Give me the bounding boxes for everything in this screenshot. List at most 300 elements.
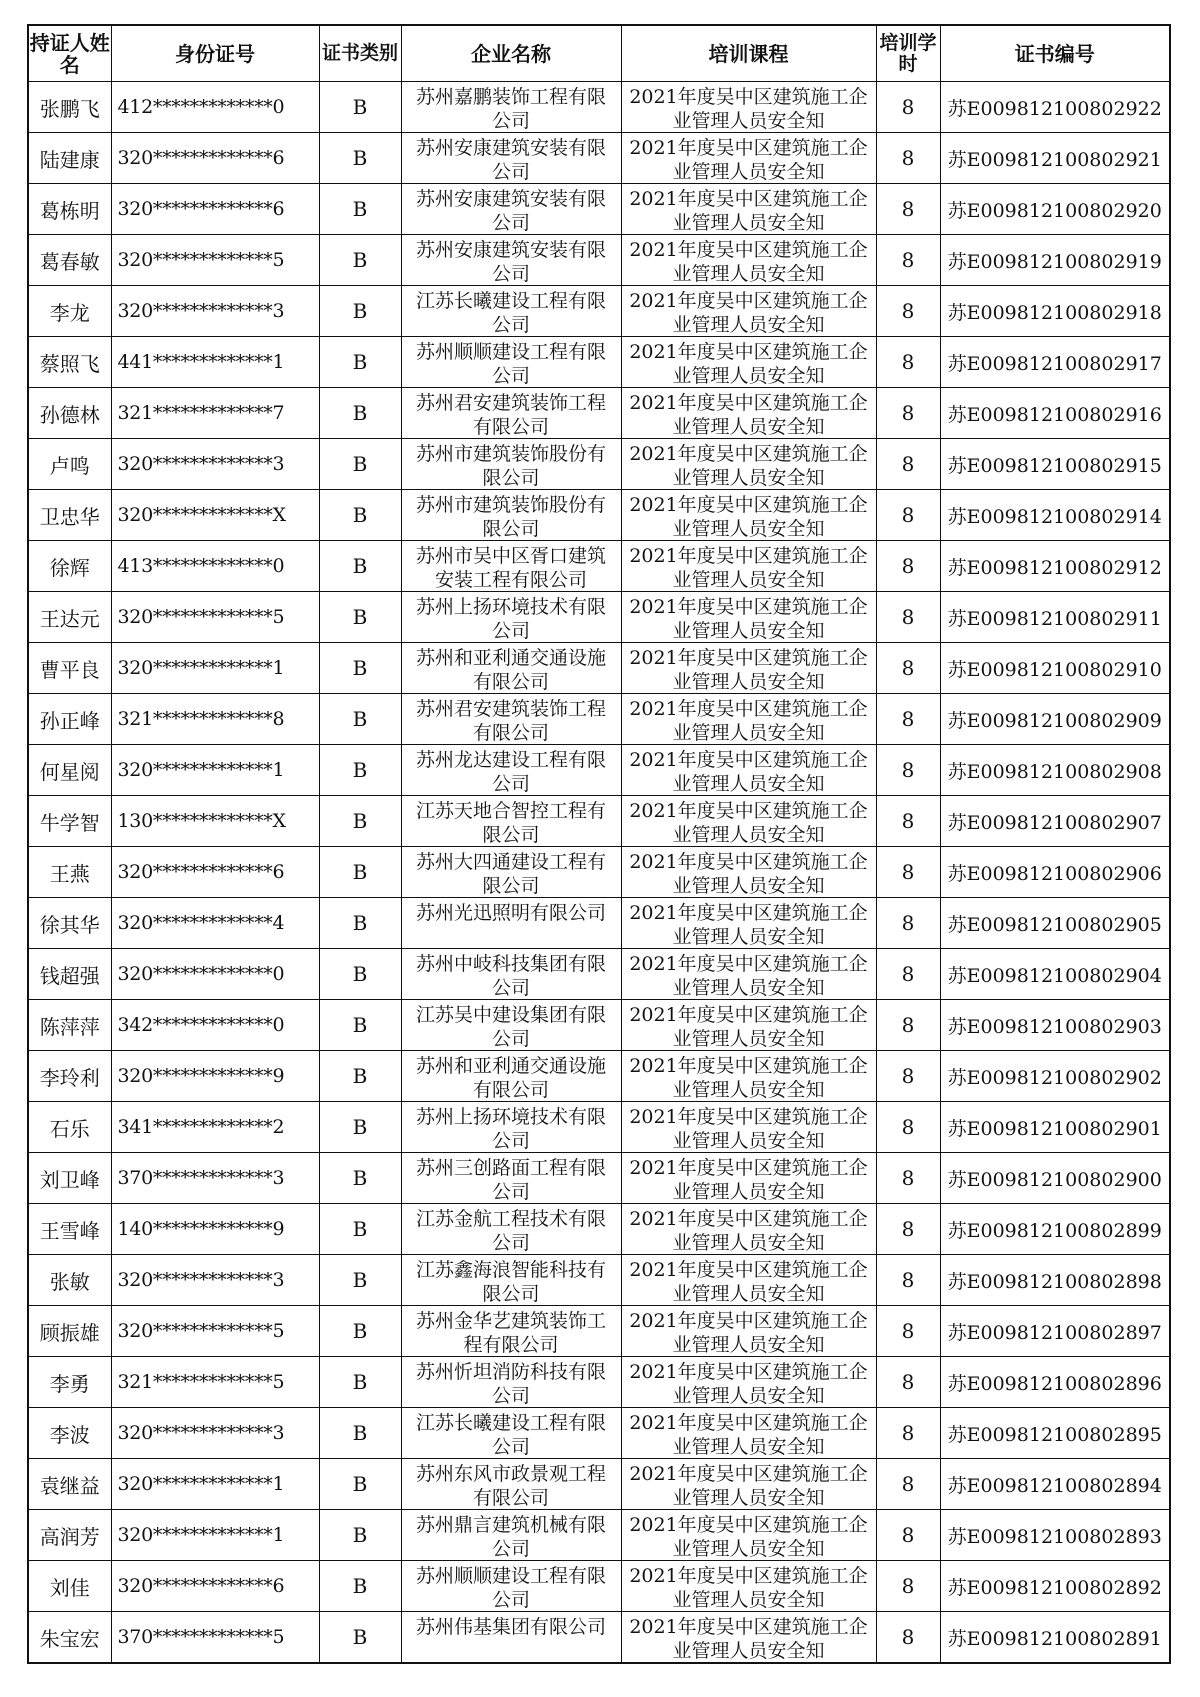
company-cell <box>401 643 621 694</box>
company-name-text: 江苏吴中建设集团有限公司 <box>415 1003 606 1049</box>
company-name-text: 苏州顺顺建设工程有限公司 <box>415 340 606 386</box>
table-row <box>28 1255 1170 1306</box>
course-name-text: 2021年度吴中区建筑施工企业管理人员安全知 <box>629 1513 868 1559</box>
course-cell <box>621 133 876 184</box>
course-name-text: 2021年度吴中区建筑施工企业管理人员安全知 <box>629 1615 868 1661</box>
course-cell <box>621 1102 876 1153</box>
id-number-cell: 370*************5 <box>111 1612 319 1664</box>
holder-name-cell: 孙德林 <box>28 388 111 439</box>
cert-type-cell: B <box>319 184 401 235</box>
table-row <box>28 1051 1170 1102</box>
id-number-cell: 320*************X <box>111 490 319 541</box>
table-row <box>28 337 1170 388</box>
hours-cell: 8 <box>876 694 940 745</box>
hours-cell: 8 <box>876 82 940 133</box>
table-row <box>28 694 1170 745</box>
course-cell <box>621 1255 876 1306</box>
table-row <box>28 1357 1170 1408</box>
table-row <box>28 1306 1170 1357</box>
id-number-cell: 320*************1 <box>111 1510 319 1561</box>
holder-name-cell: 陈萍萍 <box>28 1000 111 1051</box>
hours-cell: 8 <box>876 1561 940 1612</box>
cert-number-cell: 苏E009812100802903 <box>940 1000 1170 1051</box>
hours-cell: 8 <box>876 1051 940 1102</box>
course-name-text: 2021年度吴中区建筑施工企业管理人员安全知 <box>629 901 868 947</box>
id-number-cell: 321*************8 <box>111 694 319 745</box>
company-name-text: 江苏天地合智控工程有限公司 <box>415 799 606 845</box>
cert-type-cell: B <box>319 694 401 745</box>
company-cell <box>401 388 621 439</box>
course-name-text: 2021年度吴中区建筑施工企业管理人员安全知 <box>629 1564 868 1610</box>
course-cell <box>621 184 876 235</box>
cert-number-cell: 苏E009812100802892 <box>940 1561 1170 1612</box>
course-name-text: 2021年度吴中区建筑施工企业管理人员安全知 <box>629 1054 868 1100</box>
id-number-cell: 341*************2 <box>111 1102 319 1153</box>
company-cell <box>401 1510 621 1561</box>
course-name-text: 2021年度吴中区建筑施工企业管理人员安全知 <box>629 1003 868 1049</box>
cert-type-cell: B <box>319 541 401 592</box>
hours-cell: 8 <box>876 235 940 286</box>
table-row <box>28 184 1170 235</box>
course-cell <box>621 286 876 337</box>
course-name-text: 2021年度吴中区建筑施工企业管理人员安全知 <box>629 1258 868 1304</box>
id-number-cell: 321*************7 <box>111 388 319 439</box>
table-row <box>28 1561 1170 1612</box>
cert-number-cell: 苏E009812100802908 <box>940 745 1170 796</box>
course-name-text: 2021年度吴中区建筑施工企业管理人员安全知 <box>629 442 868 488</box>
table-row <box>28 745 1170 796</box>
hours-cell: 8 <box>876 643 940 694</box>
header-training-hours: 培训学时 <box>876 25 940 82</box>
cert-type-cell: B <box>319 745 401 796</box>
company-name-text: 苏州安康建筑安装有限公司 <box>415 136 606 182</box>
holder-name-cell: 朱宝宏 <box>28 1612 111 1664</box>
course-cell <box>621 388 876 439</box>
cert-number-cell: 苏E009812100802911 <box>940 592 1170 643</box>
cert-type-cell: B <box>319 1357 401 1408</box>
hours-cell: 8 <box>876 286 940 337</box>
course-cell <box>621 1306 876 1357</box>
company-name-text: 苏州顺顺建设工程有限公司 <box>415 1564 606 1610</box>
cert-number-cell: 苏E009812100802915 <box>940 439 1170 490</box>
holder-name-cell: 葛栋明 <box>28 184 111 235</box>
company-name-text: 苏州君安建筑装饰工程有限公司 <box>415 391 606 437</box>
table-row <box>28 1102 1170 1153</box>
cert-number-cell: 苏E009812100802902 <box>940 1051 1170 1102</box>
cert-number-cell: 苏E009812100802901 <box>940 1102 1170 1153</box>
hours-cell: 8 <box>876 847 940 898</box>
holder-name-cell: 卫忠华 <box>28 490 111 541</box>
course-name-text: 2021年度吴中区建筑施工企业管理人员安全知 <box>629 340 868 386</box>
company-name-text: 苏州龙达建设工程有限公司 <box>415 748 606 794</box>
course-cell <box>621 1561 876 1612</box>
company-cell <box>401 1000 621 1051</box>
cert-type-cell: B <box>319 490 401 541</box>
holder-name-cell: 孙正峰 <box>28 694 111 745</box>
hours-cell: 8 <box>876 1306 940 1357</box>
cert-type-cell: B <box>319 847 401 898</box>
company-name-text: 苏州金华艺建筑装饰工程有限公司 <box>415 1309 606 1355</box>
hours-cell: 8 <box>876 337 940 388</box>
course-name-text: 2021年度吴中区建筑施工企业管理人员安全知 <box>629 289 868 335</box>
company-cell <box>401 592 621 643</box>
id-number-cell: 370*************3 <box>111 1153 319 1204</box>
cert-number-cell: 苏E009812100802891 <box>940 1612 1170 1664</box>
hours-cell: 8 <box>876 1510 940 1561</box>
hours-cell: 8 <box>876 1255 940 1306</box>
company-cell <box>401 898 621 949</box>
course-cell <box>621 82 876 133</box>
cert-type-cell: B <box>319 1612 401 1664</box>
hours-cell: 8 <box>876 1000 940 1051</box>
id-number-cell: 413*************0 <box>111 541 319 592</box>
company-cell <box>401 1306 621 1357</box>
company-name-text: 苏州和亚利通交通设施有限公司 <box>415 646 606 692</box>
holder-name-cell: 王燕 <box>28 847 111 898</box>
table-row <box>28 1612 1170 1664</box>
holder-name-cell: 张敏 <box>28 1255 111 1306</box>
id-number-cell: 140*************9 <box>111 1204 319 1255</box>
course-cell <box>621 694 876 745</box>
course-cell <box>621 1510 876 1561</box>
cert-type-cell: B <box>319 1459 401 1510</box>
id-number-cell: 320*************6 <box>111 1561 319 1612</box>
course-name-text: 2021年度吴中区建筑施工企业管理人员安全知 <box>629 493 868 539</box>
cert-number-cell: 苏E009812100802895 <box>940 1408 1170 1459</box>
id-number-cell: 320*************0 <box>111 949 319 1000</box>
cert-type-cell: B <box>319 898 401 949</box>
cert-number-cell: 苏E009812100802893 <box>940 1510 1170 1561</box>
cert-type-cell: B <box>319 1510 401 1561</box>
cert-number-cell: 苏E009812100802900 <box>940 1153 1170 1204</box>
id-number-cell: 342*************0 <box>111 1000 319 1051</box>
course-name-text: 2021年度吴中区建筑施工企业管理人员安全知 <box>629 952 868 998</box>
holder-name-cell: 李波 <box>28 1408 111 1459</box>
course-cell <box>621 337 876 388</box>
company-name-text: 苏州君安建筑装饰工程有限公司 <box>415 697 606 743</box>
header-company-name: 企业名称 <box>401 25 621 82</box>
table-row <box>28 898 1170 949</box>
hours-cell: 8 <box>876 490 940 541</box>
company-name-text: 苏州东风市政景观工程有限公司 <box>415 1462 606 1508</box>
hours-cell: 8 <box>876 796 940 847</box>
company-name-text: 苏州市建筑装饰股份有限公司 <box>415 493 606 539</box>
course-cell <box>621 1408 876 1459</box>
cert-type-cell: B <box>319 286 401 337</box>
holder-name-cell: 张鹏飞 <box>28 82 111 133</box>
table-row <box>28 847 1170 898</box>
course-cell <box>621 643 876 694</box>
holder-name-cell: 王达元 <box>28 592 111 643</box>
course-name-text: 2021年度吴中区建筑施工企业管理人员安全知 <box>629 136 868 182</box>
holder-name-cell: 李勇 <box>28 1357 111 1408</box>
holder-name-cell: 刘佳 <box>28 1561 111 1612</box>
company-name-text: 苏州忻坦消防科技有限公司 <box>415 1360 606 1406</box>
header-cert-type: 证书类别 <box>319 25 401 82</box>
cert-type-cell: B <box>319 1561 401 1612</box>
holder-name-cell: 李玲利 <box>28 1051 111 1102</box>
hours-cell: 8 <box>876 439 940 490</box>
hours-cell: 8 <box>876 1357 940 1408</box>
course-cell <box>621 1459 876 1510</box>
company-name-text: 苏州光迅照明有限公司 <box>415 901 606 924</box>
cert-number-cell: 苏E009812100802909 <box>940 694 1170 745</box>
course-cell <box>621 490 876 541</box>
cert-number-cell: 苏E009812100802910 <box>940 643 1170 694</box>
cert-type-cell: B <box>319 337 401 388</box>
company-name-text: 苏州鼎言建筑机械有限公司 <box>415 1513 606 1559</box>
id-number-cell: 320*************1 <box>111 745 319 796</box>
table-row <box>28 1408 1170 1459</box>
course-name-text: 2021年度吴中区建筑施工企业管理人员安全知 <box>629 238 868 284</box>
cert-number-cell: 苏E009812100802896 <box>940 1357 1170 1408</box>
cert-type-cell: B <box>319 1204 401 1255</box>
company-name-text: 苏州伟基集团有限公司 <box>415 1615 606 1638</box>
course-name-text: 2021年度吴中区建筑施工企业管理人员安全知 <box>629 1105 868 1151</box>
hours-cell: 8 <box>876 745 940 796</box>
company-cell <box>401 847 621 898</box>
course-name-text: 2021年度吴中区建筑施工企业管理人员安全知 <box>629 187 868 233</box>
company-cell <box>401 184 621 235</box>
cert-type-cell: B <box>319 235 401 286</box>
holder-name-cell: 李龙 <box>28 286 111 337</box>
cert-number-cell: 苏E009812100802912 <box>940 541 1170 592</box>
course-name-text: 2021年度吴中区建筑施工企业管理人员安全知 <box>629 1462 868 1508</box>
cert-number-cell: 苏E009812100802906 <box>940 847 1170 898</box>
id-number-cell: 320*************6 <box>111 184 319 235</box>
cert-number-cell: 苏E009812100802899 <box>940 1204 1170 1255</box>
holder-name-cell: 高润芳 <box>28 1510 111 1561</box>
course-cell <box>621 847 876 898</box>
course-name-text: 2021年度吴中区建筑施工企业管理人员安全知 <box>629 1360 868 1406</box>
cert-number-cell: 苏E009812100802894 <box>940 1459 1170 1510</box>
header-training-course: 培训课程 <box>621 25 876 82</box>
company-cell <box>401 1612 621 1664</box>
table-row <box>28 82 1170 133</box>
cert-type-cell: B <box>319 1153 401 1204</box>
table-row <box>28 286 1170 337</box>
cert-type-cell: B <box>319 1051 401 1102</box>
company-name-text: 江苏鑫海浪智能科技有限公司 <box>415 1258 606 1304</box>
course-name-text: 2021年度吴中区建筑施工企业管理人员安全知 <box>629 1156 868 1202</box>
table-row <box>28 1000 1170 1051</box>
hours-cell: 8 <box>876 592 940 643</box>
company-name-text: 江苏长曦建设工程有限公司 <box>415 289 606 335</box>
course-cell <box>621 745 876 796</box>
cert-type-cell: B <box>319 439 401 490</box>
course-cell <box>621 1612 876 1664</box>
table-row <box>28 133 1170 184</box>
table-body <box>28 82 1170 1664</box>
id-number-cell: 320*************3 <box>111 286 319 337</box>
holder-name-cell: 袁继益 <box>28 1459 111 1510</box>
hours-cell: 8 <box>876 1102 940 1153</box>
table-header <box>28 25 1170 82</box>
cert-type-cell: B <box>319 388 401 439</box>
table-row <box>28 1204 1170 1255</box>
id-number-cell: 320*************4 <box>111 898 319 949</box>
company-cell <box>401 949 621 1000</box>
company-name-text: 苏州市吴中区胥口建筑安装工程有限公司 <box>415 544 606 590</box>
company-cell <box>401 133 621 184</box>
id-number-cell: 321*************5 <box>111 1357 319 1408</box>
id-number-cell: 320*************6 <box>111 847 319 898</box>
header-cert-number: 证书编号 <box>940 25 1170 82</box>
company-name-text: 苏州中岐科技集团有限公司 <box>415 952 606 998</box>
hours-cell: 8 <box>876 898 940 949</box>
holder-name-cell: 顾振雄 <box>28 1306 111 1357</box>
holder-name-cell: 石乐 <box>28 1102 111 1153</box>
company-cell <box>401 1459 621 1510</box>
course-name-text: 2021年度吴中区建筑施工企业管理人员安全知 <box>629 1309 868 1355</box>
course-name-text: 2021年度吴中区建筑施工企业管理人员安全知 <box>629 544 868 590</box>
cert-number-cell: 苏E009812100802904 <box>940 949 1170 1000</box>
holder-name-cell: 刘卫峰 <box>28 1153 111 1204</box>
cert-number-cell: 苏E009812100802920 <box>940 184 1170 235</box>
company-cell <box>401 235 621 286</box>
id-number-cell: 320*************5 <box>111 235 319 286</box>
company-cell <box>401 1357 621 1408</box>
course-name-text: 2021年度吴中区建筑施工企业管理人员安全知 <box>629 799 868 845</box>
company-name-text: 苏州安康建筑安装有限公司 <box>415 187 606 233</box>
cert-number-cell: 苏E009812100802898 <box>940 1255 1170 1306</box>
cert-number-cell: 苏E009812100802914 <box>940 490 1170 541</box>
company-cell <box>401 796 621 847</box>
course-cell <box>621 1000 876 1051</box>
id-number-cell: 320*************5 <box>111 1306 319 1357</box>
hours-cell: 8 <box>876 1612 940 1664</box>
id-number-cell: 441*************1 <box>111 337 319 388</box>
hours-cell: 8 <box>876 1408 940 1459</box>
holder-name-cell: 卢鸣 <box>28 439 111 490</box>
course-cell <box>621 235 876 286</box>
course-cell <box>621 1357 876 1408</box>
company-cell <box>401 1051 621 1102</box>
id-number-cell: 320*************1 <box>111 1459 319 1510</box>
cert-type-cell: B <box>319 1408 401 1459</box>
company-cell <box>401 1408 621 1459</box>
hours-cell: 8 <box>876 184 940 235</box>
holder-name-cell: 徐其华 <box>28 898 111 949</box>
holder-name-cell: 徐辉 <box>28 541 111 592</box>
cert-type-cell: B <box>319 949 401 1000</box>
hours-cell: 8 <box>876 133 940 184</box>
course-name-text: 2021年度吴中区建筑施工企业管理人员安全知 <box>629 646 868 692</box>
holder-name-cell: 何星阅 <box>28 745 111 796</box>
course-cell <box>621 1204 876 1255</box>
company-cell <box>401 286 621 337</box>
course-cell <box>621 439 876 490</box>
header-holder-name: 持证人姓名 <box>28 25 111 82</box>
table-row <box>28 388 1170 439</box>
company-cell <box>401 1153 621 1204</box>
cert-type-cell: B <box>319 82 401 133</box>
cert-number-cell: 苏E009812100802907 <box>940 796 1170 847</box>
id-number-cell: 412*************0 <box>111 82 319 133</box>
course-name-text: 2021年度吴中区建筑施工企业管理人员安全知 <box>629 595 868 641</box>
id-number-cell: 320*************9 <box>111 1051 319 1102</box>
company-name-text: 苏州和亚利通交通设施有限公司 <box>415 1054 606 1100</box>
table-row <box>28 1153 1170 1204</box>
hours-cell: 8 <box>876 541 940 592</box>
holder-name-cell: 陆建康 <box>28 133 111 184</box>
table-row <box>28 439 1170 490</box>
holder-name-cell: 钱超强 <box>28 949 111 1000</box>
id-number-cell: 320*************6 <box>111 133 319 184</box>
company-cell <box>401 82 621 133</box>
cert-number-cell: 苏E009812100802916 <box>940 388 1170 439</box>
table-row <box>28 643 1170 694</box>
company-cell <box>401 1561 621 1612</box>
course-name-text: 2021年度吴中区建筑施工企业管理人员安全知 <box>629 391 868 437</box>
table-row <box>28 796 1170 847</box>
cert-number-cell: 苏E009812100802897 <box>940 1306 1170 1357</box>
course-cell <box>621 1051 876 1102</box>
cert-number-cell: 苏E009812100802917 <box>940 337 1170 388</box>
id-number-cell: 130*************X <box>111 796 319 847</box>
course-name-text: 2021年度吴中区建筑施工企业管理人员安全知 <box>629 1411 868 1457</box>
cert-number-cell: 苏E009812100802919 <box>940 235 1170 286</box>
company-name-text: 苏州大四通建设工程有限公司 <box>415 850 606 896</box>
company-name-text: 苏州嘉鹏装饰工程有限公司 <box>415 85 606 131</box>
company-cell <box>401 541 621 592</box>
cert-type-cell: B <box>319 1102 401 1153</box>
company-name-text: 苏州市建筑装饰股份有限公司 <box>415 442 606 488</box>
course-name-text: 2021年度吴中区建筑施工企业管理人员安全知 <box>629 850 868 896</box>
cert-type-cell: B <box>319 796 401 847</box>
holder-name-cell: 葛春敏 <box>28 235 111 286</box>
course-cell <box>621 949 876 1000</box>
company-name-text: 苏州上扬环境技术有限公司 <box>415 1105 606 1151</box>
company-cell <box>401 1102 621 1153</box>
company-name-text: 江苏金航工程技术有限公司 <box>415 1207 606 1253</box>
cert-number-cell: 苏E009812100802905 <box>940 898 1170 949</box>
certificate-table <box>27 24 1171 1664</box>
holder-name-cell: 牛学智 <box>28 796 111 847</box>
cert-type-cell: B <box>319 1000 401 1051</box>
holder-name-cell: 曹平良 <box>28 643 111 694</box>
id-number-cell: 320*************5 <box>111 592 319 643</box>
course-cell <box>621 898 876 949</box>
hours-cell: 8 <box>876 1153 940 1204</box>
holder-name-cell: 王雪峰 <box>28 1204 111 1255</box>
cert-type-cell: B <box>319 643 401 694</box>
table-row <box>28 235 1170 286</box>
header-id-number: 身份证号 <box>111 25 319 82</box>
company-cell <box>401 337 621 388</box>
table-row <box>28 490 1170 541</box>
company-cell <box>401 439 621 490</box>
course-cell <box>621 541 876 592</box>
table-row <box>28 949 1170 1000</box>
cert-type-cell: B <box>319 133 401 184</box>
company-cell <box>401 694 621 745</box>
company-cell <box>401 745 621 796</box>
cert-type-cell: B <box>319 592 401 643</box>
cert-number-cell: 苏E009812100802921 <box>940 133 1170 184</box>
company-name-text: 江苏长曦建设工程有限公司 <box>415 1411 606 1457</box>
hours-cell: 8 <box>876 1459 940 1510</box>
table-row <box>28 541 1170 592</box>
id-number-cell: 320*************1 <box>111 643 319 694</box>
course-name-text: 2021年度吴中区建筑施工企业管理人员安全知 <box>629 697 868 743</box>
company-cell <box>401 1255 621 1306</box>
company-name-text: 苏州三创路面工程有限公司 <box>415 1156 606 1202</box>
company-name-text: 苏州安康建筑安装有限公司 <box>415 238 606 284</box>
table-row <box>28 1510 1170 1561</box>
course-name-text: 2021年度吴中区建筑施工企业管理人员安全知 <box>629 85 868 131</box>
id-number-cell: 320*************3 <box>111 439 319 490</box>
